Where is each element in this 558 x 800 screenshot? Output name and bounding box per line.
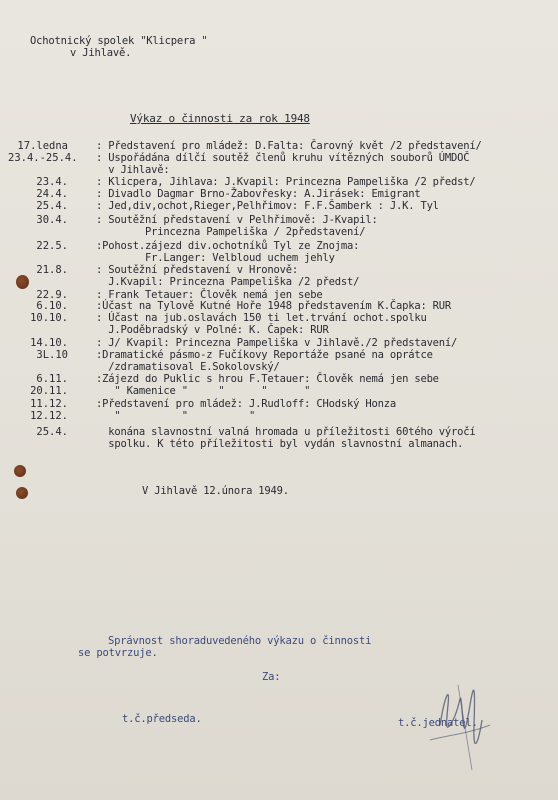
- row-text: spolku. K této příležitosti byl vydán slavnostní almanach.: [96, 438, 464, 450]
- row-date: 17.ledna: [17, 140, 68, 152]
- row-text: " Kamenice " " " ": [96, 385, 311, 397]
- row-date: 12.12.: [30, 410, 68, 422]
- row-text: : Jed,div,ochot,Rieger,Pelhřimov: F.F.Šamberk : J.K. Tyl: [96, 200, 439, 212]
- document-title: Výkaz o činnosti za rok 1948: [130, 112, 310, 125]
- row-text: J.Kvapil: Princezna Pampeliška /2 předst/: [96, 276, 360, 288]
- row-date: 24.4.: [36, 188, 68, 200]
- row-text: :Účast na Tylově Kutné Hoře 1948 představením K.Čapka: RUR: [96, 300, 452, 312]
- row-date: 20.11.: [30, 385, 68, 397]
- row-text: :Pohost.zájezd div.ochotníků Tyl ze Znojma:: [96, 240, 360, 252]
- punch-hole: [14, 465, 26, 477]
- row-date: 25.4.: [36, 200, 68, 212]
- row-date: 6.10.: [36, 300, 68, 312]
- row-date: 3L.10: [36, 349, 68, 361]
- row-text: Princezna Pampeliška / 2představení/: [96, 226, 366, 238]
- handwritten-signature: [420, 665, 500, 775]
- row-date: 23.4.: [36, 176, 68, 188]
- letterhead-line1: Ochotnický spolek "Klicpera ": [30, 35, 208, 47]
- row-text: : Účast na jub.oslavách 150 ti let.trvání ochot.spolku: [96, 312, 427, 324]
- row-date: 22.5.: [36, 240, 68, 252]
- row-date: 14.10.: [30, 337, 68, 349]
- row-text: J.Poděbradský v Polné: K. Čapek: RUR: [96, 324, 329, 336]
- row-text: : Uspořádána dílčí soutěž členů kruhu vítězných souborů ÚMDOČ: [96, 152, 470, 164]
- punch-hole: [16, 487, 28, 499]
- row-text: : J/ Kvapil: Princezna Pampeliška v Jihlavě./2 představení/: [96, 337, 458, 349]
- row-text: :Zájezd do Puklic s hrou F.Tetauer: Člověk nemá jen sebe: [96, 373, 439, 385]
- row-date: 30.4.: [36, 214, 68, 226]
- chair-label: t.č.předseda.: [122, 713, 202, 725]
- row-text: : Soutěžní představení v Hronově:: [96, 264, 299, 276]
- row-text: :Představení pro mládež: J.Rudloff: CHodský Honza: [96, 398, 396, 410]
- row-date: 25.4.: [36, 426, 68, 438]
- secretary-label: t.č.jednatel.: [398, 717, 478, 729]
- row-date: 23.4.-25.4.: [8, 152, 78, 164]
- row-date: 10.10.: [30, 312, 68, 324]
- confirmation-line2: se potvrzuje.: [78, 647, 158, 659]
- row-text: /zdramatisoval E.Sokolovský/: [96, 361, 280, 373]
- row-text: : Frank Tetauer: Člověk nemá jen sebe: [96, 289, 323, 301]
- za-label: Za:: [262, 671, 281, 683]
- row-text: : Klicpera, Jihlava: J.Kvapil: Princezna Pampeliška /2 předst/: [96, 176, 476, 188]
- row-text: : Soutěžní představení v Pelhřimově: J-Kvapil:: [96, 214, 378, 226]
- row-text: :Dramatické pásmo-z Fučíkovy Reportáže psané na oprátce: [96, 349, 433, 361]
- confirmation-line1: Správnost shoraduvedeného výkazu o činnosti: [108, 635, 372, 647]
- row-text: : Divadlo Dagmar Brno-Žabovřesky: A.Jirásek: Emigrant: [96, 188, 421, 200]
- row-date: 21.8.: [36, 264, 68, 276]
- row-date: 22.9.: [36, 289, 68, 301]
- row-text: : Představení pro mládež: D.Falta: Čarovný květ /2 představení/: [96, 140, 482, 152]
- row-date: 6.11.: [36, 373, 68, 385]
- letterhead-line2: v Jihlavě.: [70, 47, 132, 59]
- row-date: 11.12.: [30, 398, 68, 410]
- row-text: v Jihlavě:: [96, 164, 170, 176]
- row-text: Fr.Langer: Velbloud uchem jehly: [96, 252, 335, 264]
- place-date: V Jihlavě 12.února 1949.: [142, 485, 289, 497]
- row-text: " " ": [96, 410, 256, 422]
- punch-hole: [16, 275, 29, 289]
- row-text: konána slavnostní valná hromada u příležitosti 60tého výročí: [96, 426, 476, 438]
